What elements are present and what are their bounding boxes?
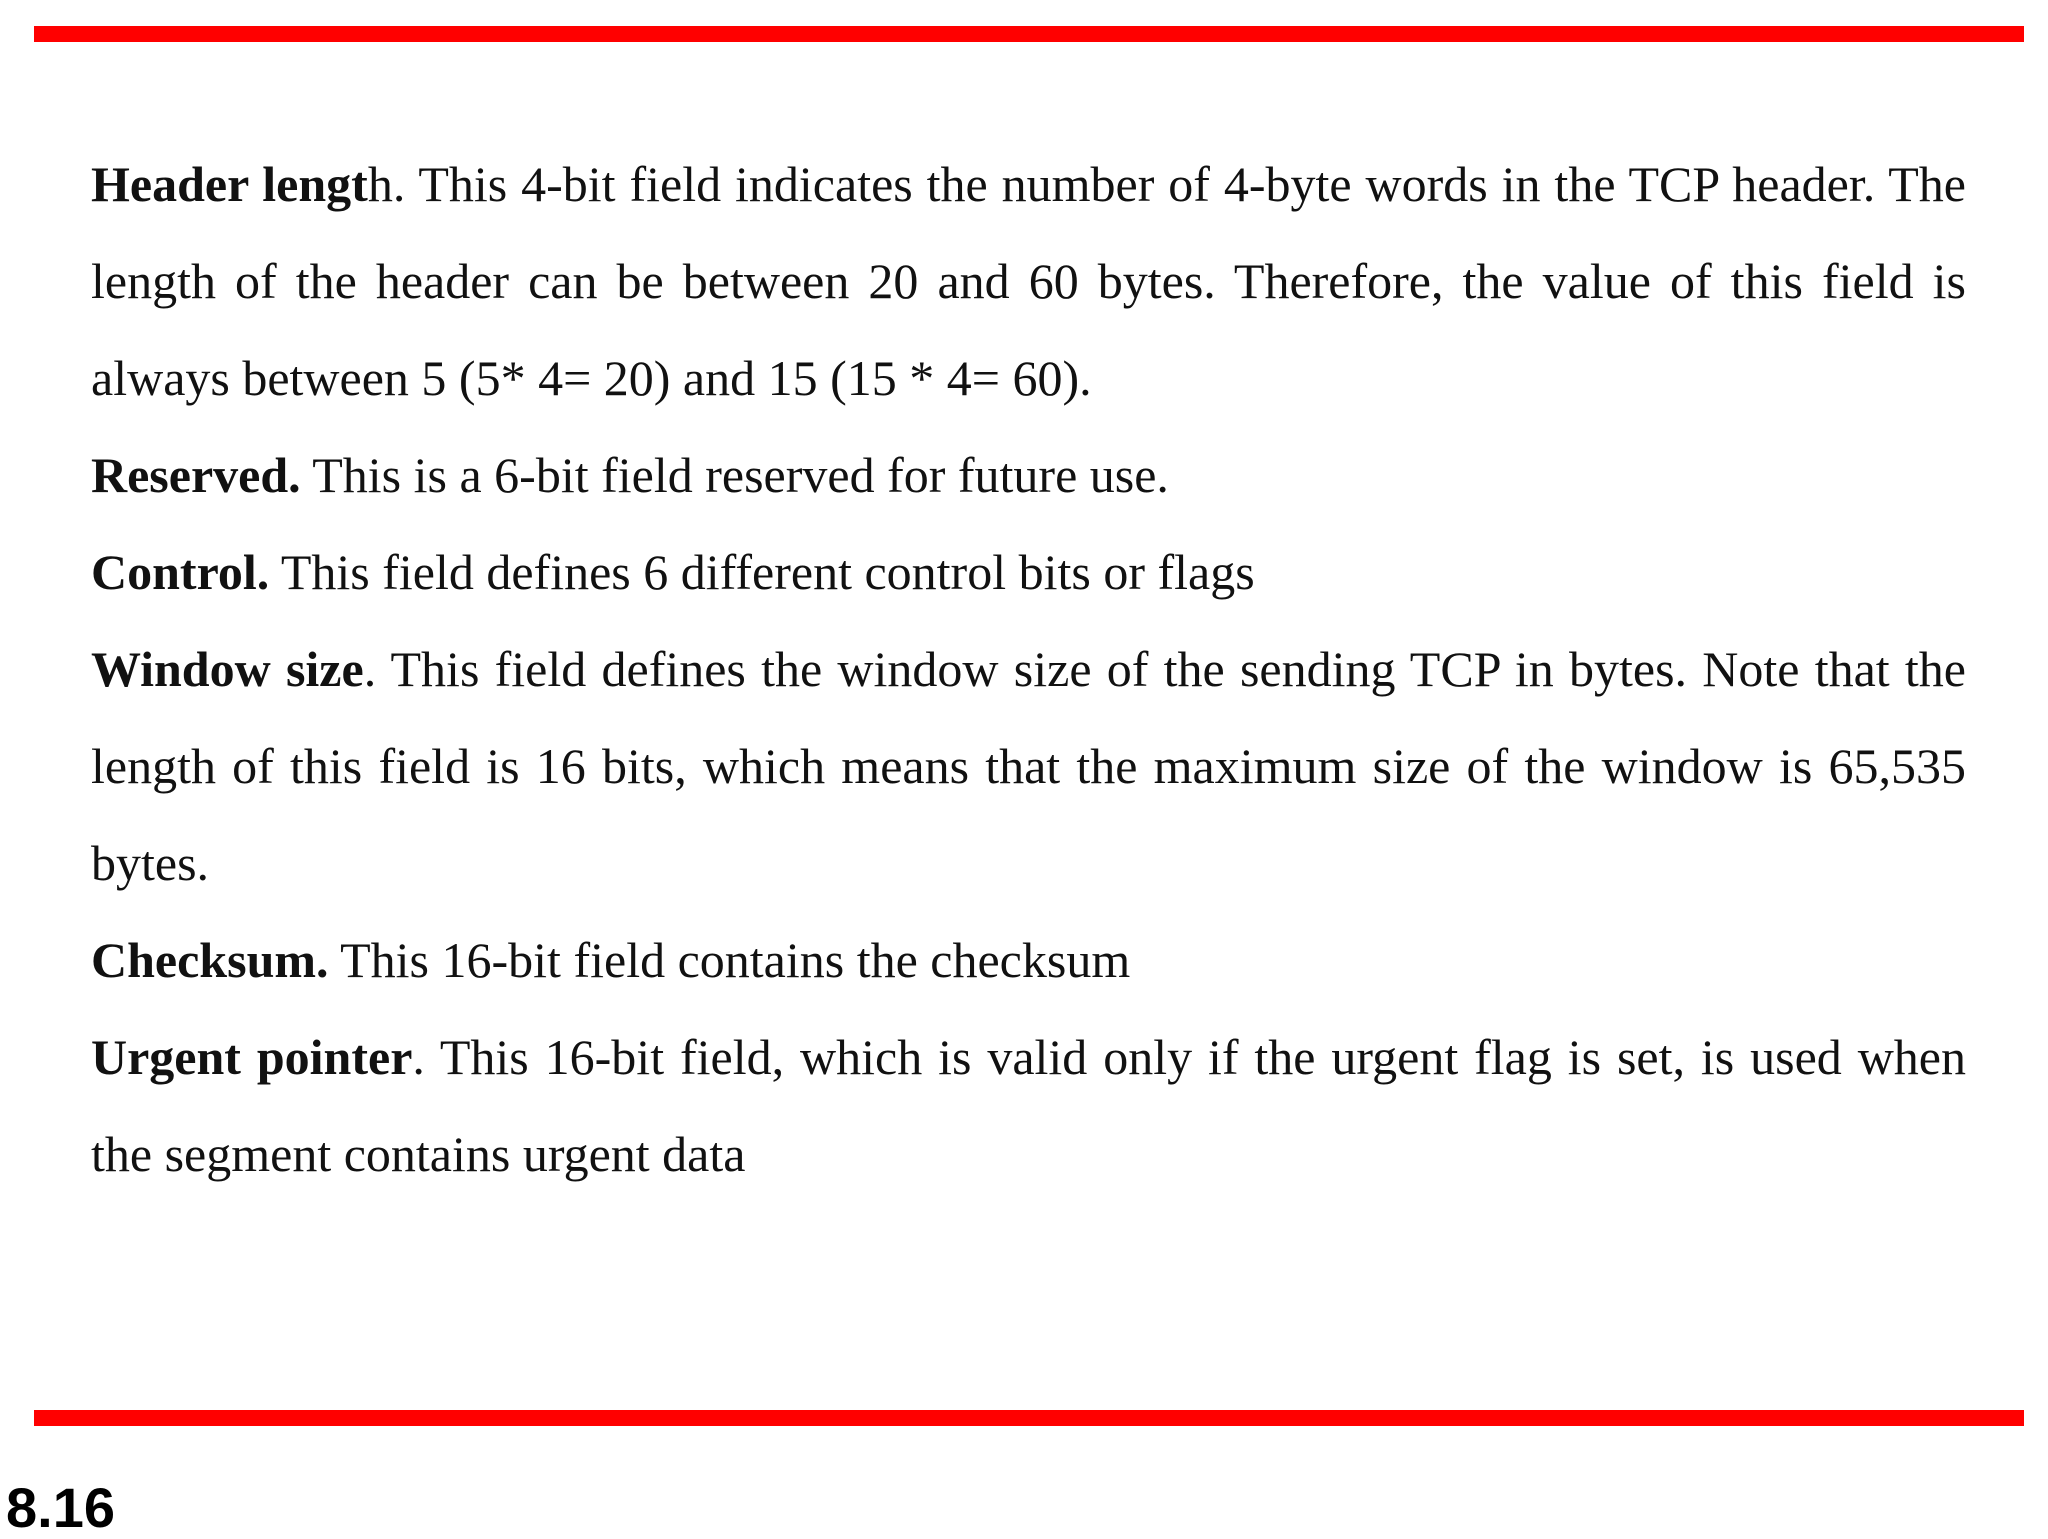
description-window-size: . This field defines the window size of the sending TCP in bytes. Note that the length of this field is 16 bits, which means that the maximum size of the window is 65,535 bytes. bbox=[91, 641, 1967, 891]
slide-body bbox=[91, 136, 1966, 1203]
paragraph-header-length bbox=[91, 136, 1966, 427]
paragraph-reserved bbox=[91, 427, 1966, 524]
term-header-length: Header lengt bbox=[91, 156, 368, 212]
paragraph-urgent-pointer bbox=[91, 1009, 1966, 1203]
term-window-size: Window size bbox=[91, 641, 364, 697]
term-checksum: Checksum. bbox=[91, 932, 329, 988]
description-checksum: This 16-bit field contains the checksum bbox=[328, 932, 1131, 988]
description-header-length: h. This 4-bit field indicates the number of 4-byte words in the TCP header. The length of the header can be between 20 and 60 bytes. Therefore, the value of this field is always between 5 (5* 4= 20) and 15 (15 * 4= 60). bbox=[91, 156, 1966, 406]
description-urgent-pointer: . This 16-bit field, which is valid only if the urgent flag is set, is used when the segment contains urgent data bbox=[91, 1029, 1966, 1182]
paragraph-window-size bbox=[91, 621, 1966, 912]
term-reserved: Reserved. bbox=[91, 447, 301, 503]
bottom-red-rule bbox=[34, 1410, 2024, 1426]
slide-number: 8.16 bbox=[6, 1476, 115, 1539]
description-control: This field defines 6 different control bits or flags bbox=[269, 544, 1255, 600]
paragraph-checksum bbox=[91, 912, 1966, 1009]
term-urgent-pointer: Urgent pointer bbox=[91, 1029, 413, 1085]
term-control: Control. bbox=[91, 544, 270, 600]
paragraph-control bbox=[91, 524, 1966, 621]
description-reserved: This is a 6-bit field reserved for future use. bbox=[300, 447, 1169, 503]
top-red-rule bbox=[34, 26, 2024, 42]
